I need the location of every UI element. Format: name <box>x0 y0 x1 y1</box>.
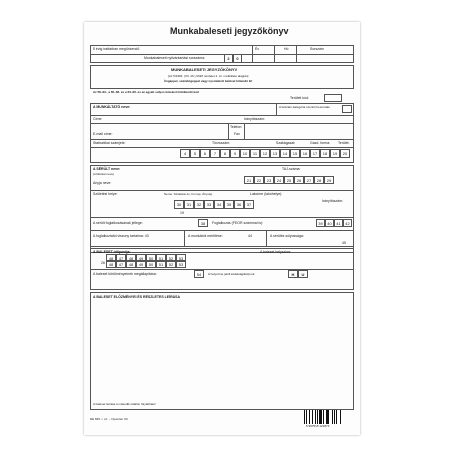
mother-name-label: Anyja neve: <box>93 181 112 185</box>
code-cell: 21 <box>244 176 254 184</box>
footer-code: DE 845. r. sz. – Nyomtat: 03. <box>90 417 129 421</box>
code-cell: 51 <box>156 260 166 268</box>
circumstances-label: A baleset körülményeinek megállapítása: <box>93 272 157 276</box>
archive-note: 5 évig irattárban megőrizendő <box>93 47 140 51</box>
address-label: Címe: <box>93 117 103 121</box>
code-cell: 40 <box>325 219 334 227</box>
code-cell: 53 <box>176 254 186 262</box>
code-cell: 48 <box>126 254 136 262</box>
code-cell: 25 <box>284 176 294 184</box>
phone-label: Telefon: <box>230 125 243 129</box>
code-cell: 22 <box>254 176 264 184</box>
code-cell: 37 <box>244 200 254 209</box>
code-cell: 52 <box>166 254 176 262</box>
birth-name-label: (születési neve) <box>93 172 115 176</box>
occupation-type-label: A sérült foglalkozásának jellege: <box>93 221 143 225</box>
code-cell: 14 <box>280 149 290 158</box>
area-code-box <box>324 94 342 102</box>
header-title: MUNKABALESETI JEGYZŐKÖNYV <box>171 67 238 72</box>
code-cell: 7 <box>210 149 220 158</box>
barcode-number: 5 997515 121874 <box>306 424 330 428</box>
code-cell: 28 <box>314 176 324 184</box>
code-cell: 6 <box>200 149 210 158</box>
form-sheet <box>84 22 360 435</box>
taj-label: TAJ-száma: <box>282 167 301 171</box>
sex-birth-label: Neme: Születési év, hó nap; Áll.polg. <box>164 192 213 196</box>
registry-label: Munkabaleseti nyilvántartási sorszáma: <box>144 56 206 60</box>
code-cell: 27 <box>304 176 314 184</box>
sector-label: Szakágazat: <box>276 141 296 145</box>
code-cell: 52 <box>166 260 176 268</box>
description-block <box>90 292 354 410</box>
code-cell: 13 <box>270 149 280 158</box>
code-cell: 42 <box>343 219 352 227</box>
code-cell: 24 <box>274 176 284 184</box>
code-cell: 48 <box>126 260 136 268</box>
occupation-feor-label: Foglalkozás (FEOR számmal is): <box>212 221 264 225</box>
code-cell: 29 <box>324 176 334 184</box>
instruction-text: Az 58–63., a 65–66. és a 63–66. és az egyéb súlyos kötelező kitöltendő kód <box>93 90 199 94</box>
code-cell: 53 <box>176 260 186 268</box>
code-h: H <box>288 270 298 278</box>
code-u: U <box>298 270 308 278</box>
code-54: 54 <box>194 270 204 278</box>
month-label: Hó <box>284 47 289 51</box>
code-cell: 51 <box>156 254 166 262</box>
code-cell: 41 <box>334 219 343 227</box>
accident-time-label: A BALESET időpontja: <box>93 250 131 254</box>
headcount-label: A létszám-kategória szerinti besorolás: <box>279 105 331 109</box>
continue-note: A baleset leírása a második oldalon folytatható! <box>93 402 156 406</box>
form-title: Munkabaleseti jegyzőkönyv <box>170 26 289 36</box>
code-cell: 8 <box>220 149 230 158</box>
code-cell: 49 <box>136 254 146 262</box>
code-cell: 39 <box>316 219 325 227</box>
description-title: A BALESET ELŐZMÉNYEI ÉS RÉSZLETES LEÍRÁSA <box>93 295 180 299</box>
code-cell: 48 <box>106 254 116 262</box>
code-cell: 17 <box>310 149 320 158</box>
code-cell: 18 <box>320 149 330 158</box>
severity-label: A sérülés súlyossága: <box>270 234 304 238</box>
location-type-label: A helyszíne jelölt kódaiságiközpont: <box>208 272 256 276</box>
residence-label: Lakcíme (lakóhelye): <box>250 192 283 196</box>
fax-label: Fax <box>234 132 240 136</box>
registry-number-label: Törzsszám: <box>212 141 231 145</box>
headcount-box <box>342 105 352 113</box>
econ-form-label: Gazd. forma: <box>310 141 331 145</box>
birthplace-label: Születési helye: <box>93 192 118 196</box>
barcode <box>304 410 354 424</box>
stat-number-label: Statisztikai számjele: <box>93 141 126 145</box>
registry-digit: 0 <box>233 54 242 63</box>
code-cell: 36 <box>234 200 244 209</box>
code-cell: 47 <box>116 254 126 262</box>
code-cell: 47 <box>116 260 126 268</box>
code-19: 19 <box>180 211 184 215</box>
code-cell: 50 <box>146 254 156 262</box>
code-cell: 49 <box>136 260 146 268</box>
code-cell: 33 <box>204 200 214 209</box>
header-line2: Írógéppel, számítógéppel vagy nyomtatott betűvel töltendő ki! <box>164 79 253 83</box>
code-26: 26 <box>101 261 105 265</box>
employer-name-label: A MUNKÁLTATÓ neve: <box>93 105 131 109</box>
code-cell: 9 <box>230 149 240 158</box>
injured-name-label: A SÉRÜLT neve: <box>93 167 121 171</box>
employment-relation-label: A foglalkoztatói viszony tartalma: 43 <box>93 234 149 238</box>
location-label: A baleset helyszíne: <box>260 250 292 254</box>
code-cell: 5 <box>190 149 200 158</box>
code-45: 45 <box>342 241 346 245</box>
area-code-label: Területi kód: <box>290 96 309 100</box>
code-cell: 10 <box>240 149 250 158</box>
serial-label: Sorszám <box>310 47 324 51</box>
code-cell: 16 <box>300 149 310 158</box>
code-cell: 4 <box>180 149 190 158</box>
absence-label: A munkából mérlítése: <box>188 234 223 238</box>
header-line1: [Az 5/1993. (XII. 26.) MüM rendelet 4. sz. melléklete alapján] <box>168 74 249 78</box>
code-cell: 19 <box>330 149 340 158</box>
code-cell: 20 <box>340 149 350 158</box>
territory-label: Terület: <box>338 141 350 145</box>
zip-label: Irányítószám: <box>244 117 266 121</box>
code-cell: 31 <box>184 200 194 209</box>
code-cell: 50 <box>146 260 156 268</box>
registry-digit: 2 <box>224 54 233 63</box>
code-44: 44 <box>248 234 252 238</box>
code-38: 38 <box>198 219 208 227</box>
zip2-label: Irányítószám: <box>322 199 344 203</box>
code-cell: 12 <box>260 149 270 158</box>
year-label: Év <box>255 47 260 51</box>
code-cell: 35 <box>224 200 234 209</box>
code-cell: 30 <box>174 200 184 209</box>
email-label: E-mail címe: <box>93 132 113 136</box>
code-cell: 48 <box>106 260 116 268</box>
code-cell: 23 <box>264 176 274 184</box>
code-cell: 34 <box>214 200 224 209</box>
code-cell: 15 <box>290 149 300 158</box>
code-cell: 32 <box>194 200 204 209</box>
code-cell: 11 <box>250 149 260 158</box>
code-cell: 26 <box>294 176 304 184</box>
